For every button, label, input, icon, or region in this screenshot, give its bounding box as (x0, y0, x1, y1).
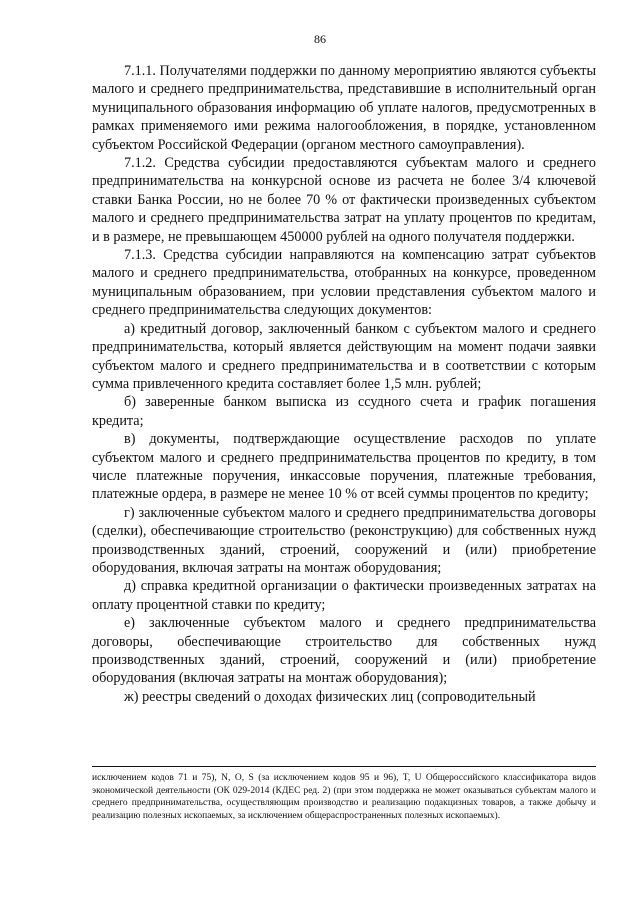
paragraph-7-1-3: 7.1.3. Средства субсидии направляются на компенсацию затрат субъектов малого и среднего предпринимательства, отобранных на конкурсе, проведенном муниципальным образованием, при условии представления субъектом малого и среднего предпринимательства следующих документов: (92, 247, 596, 319)
list-item-zh: ж) реестры сведений о доходах физических лиц (сопроводительный (124, 688, 536, 705)
list-item-v: в) документы, подтверждающие осуществление расходов по уплате субъектом малого и среднего предпринимательства процентов по кредиту, в том числе платежные поручения, инкассовые поручения, платежные требования, платежные ордера, в размере не менее 10 % от всей суммы процентов по кредиту; (92, 431, 596, 503)
paragraph-7-1-2: 7.1.2. Средства субсидии предоставляются субъектам малого и среднего предпринимательства на конкурсной основе из расчета не более 3/4 ключевой ставки Банка России, но не более 70 % от фактически произведенных субъектом малого и среднего предпринимательства затрат на уплату процентов по кредитам, и в размере, не превышающем 450000 рублей на одного получателя поддержки. (92, 155, 596, 245)
list-item-g: г) заключенные субъектом малого и среднего предпринимательства договоры (сделки), обеспечивающие строительство (реконструкцию) для собственных нужд производственных зданий, строений, сооружений и (или) приобретение оборудования, включая затраты на монтаж оборудования; (92, 504, 596, 576)
list-item-b: б) заверенные банком выписка из ссудного счета и график погашения кредита; (92, 394, 596, 429)
footnote-text: исключением кодов 71 и 75), N, O, S (за исключением кодов 95 и 96), T, U Общероссийского классификатора видов экономической деятельности (ОК 029-2014 (КДЕС ред. 2) (при этом поддержка не может оказываться субъектам малого и среднего предпринимательства, осуществляющим производство и реализацию подакцизных товаров, а также добычу и реализацию полезных ископаемых, за исключением общераспространенных полезных ископаемых). (92, 773, 596, 821)
list-item-d: д) справка кредитной организации о фактически произведенных затратах на оплату процентной ставки по кредиту; (92, 578, 596, 613)
page-number: 86 (314, 32, 326, 46)
list-item-e: е) заключенные субъектом малого и среднего предпринимательства договоры, обеспечивающие строительство для собственных нужд производственных зданий, строений, сооружений и (или) приобретение оборудования (включая затраты на монтаж оборудования); (92, 615, 596, 687)
document-body (92, 62, 596, 706)
footnote-divider (92, 766, 596, 767)
list-item-a: а) кредитный договор, заключенный банком с субъектом малого и среднего предпринимательства, который является действующим на момент подачи заявки субъектом малого и среднего предпринимательства и в соответствии с которым сумма привлеченного кредита составляет более 1,5 млн. рублей; (92, 320, 596, 392)
paragraph-7-1-1: 7.1.1. Получателями поддержки по данному мероприятию являются субъекты малого и среднего предпринимательства, представившие в исполнительный орган муниципального образования информацию об уплате налогов, предусмотренных в рамках применяемого ими режима налогообложения, в порядке, установленном субъектом Российской Федерации (органом местного самоуправления). (92, 63, 596, 153)
